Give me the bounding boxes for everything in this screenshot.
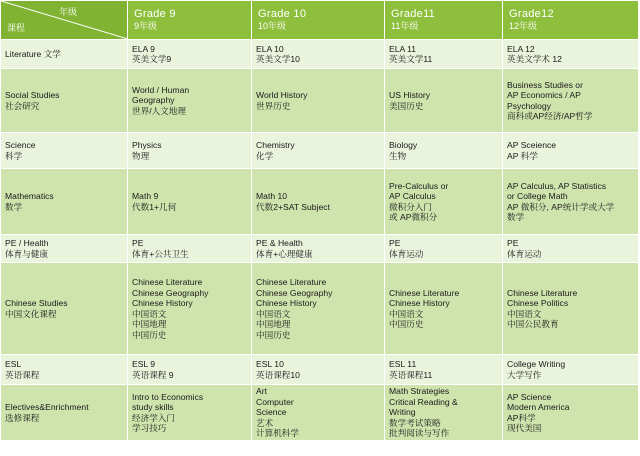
- course-cell: [252, 69, 385, 133]
- course-line: Math 10: [256, 191, 288, 201]
- course-line: 英美文学术 12: [507, 54, 562, 64]
- course-line: Critical Reading &: [389, 396, 458, 407]
- course-cell: [503, 69, 639, 133]
- course-line: ESL 10: [256, 359, 284, 369]
- subject-cell: [1, 69, 128, 133]
- course-line: 数学考试策略: [389, 417, 441, 428]
- course-line: ELA 9: [132, 43, 155, 54]
- grade-name-en: Grade 9: [134, 8, 176, 20]
- course-line: World History: [256, 90, 308, 100]
- grade-name-en: Grade 10: [258, 8, 307, 20]
- course-cell: [128, 235, 252, 263]
- course-cell: [503, 40, 639, 69]
- subject-label: 英语课程: [5, 369, 40, 380]
- subject-label: 科学: [5, 150, 23, 161]
- course-line: Chinese Literature: [132, 277, 203, 287]
- course-line: Chinese Literature: [389, 287, 460, 298]
- course-cell: [503, 133, 639, 169]
- course-line: 大学写作: [507, 369, 542, 380]
- subject-cell: [1, 385, 128, 441]
- course-line: 中国语文: [256, 308, 291, 319]
- course-line: 商科或AP经济/AP哲学: [507, 111, 593, 121]
- table-row: [1, 69, 639, 133]
- course-line: 世界/人文地理: [132, 105, 186, 116]
- course-line: Chinese Geography: [256, 287, 333, 298]
- course-line: Chinese Geography: [132, 287, 209, 298]
- table-row: [1, 40, 639, 69]
- subject-cell: [1, 235, 128, 263]
- course-cell: [385, 385, 503, 441]
- table-row: [1, 355, 639, 385]
- course-line: 体育运动: [389, 248, 424, 259]
- course-cell: [128, 385, 252, 441]
- course-line: PE & Health: [256, 238, 303, 248]
- course-cell: [503, 263, 639, 355]
- course-cell: [503, 235, 639, 263]
- course-line: 中国公民教育: [507, 319, 559, 329]
- course-line: AP 微积分, AP统计学或大学: [507, 201, 615, 212]
- subject-label: Science: [5, 140, 36, 150]
- header-grade-11: [385, 1, 503, 40]
- course-cell: [385, 133, 503, 169]
- subject-label: Social Studies: [5, 90, 60, 100]
- subject-cell: [1, 355, 128, 385]
- course-line: 中国语文: [389, 308, 424, 319]
- subject-label: Chinese Studies: [5, 298, 68, 308]
- course-cell: [128, 133, 252, 169]
- course-line: PE: [389, 238, 401, 248]
- course-line: Pre-Calculus or: [389, 180, 449, 191]
- course-line: 英美文学11: [389, 54, 433, 64]
- course-line: study skills: [132, 402, 174, 412]
- course-line: AP 科学: [507, 150, 538, 161]
- header-grade-10: [252, 1, 385, 40]
- course-line: 英美文学10: [256, 54, 300, 64]
- course-line: US History: [389, 90, 431, 100]
- subject-label: ESL: [5, 359, 22, 369]
- course-cell: [385, 235, 503, 263]
- course-line: 英美文学9: [132, 54, 172, 64]
- course-line: Business Studies or: [507, 79, 583, 90]
- table-row: [1, 385, 639, 441]
- table-row: [1, 235, 639, 263]
- grade-name-en: Grade11: [391, 8, 436, 20]
- subject-label: 选修课程: [5, 412, 40, 423]
- course-line: 中国历史: [132, 329, 167, 340]
- table-row: [1, 169, 639, 235]
- course-line: 英语课程10: [256, 369, 300, 380]
- course-line: 中国语文: [507, 308, 542, 319]
- course-line: 体育运动: [507, 248, 542, 259]
- course-line: 中国历史: [389, 319, 424, 329]
- course-line: 代数1+几何: [132, 201, 177, 212]
- course-line: Psychology: [507, 100, 551, 111]
- course-line: 体育+公共卫生: [132, 248, 189, 259]
- course-line: 中国历史: [256, 329, 291, 340]
- course-line: 微积分入门: [389, 201, 432, 212]
- course-cell: [385, 355, 503, 385]
- course-axis-label: 课程: [7, 23, 26, 33]
- course-cell: [252, 235, 385, 263]
- course-cell: [385, 263, 503, 355]
- subject-label: PE / Health: [5, 238, 49, 248]
- course-line: Math Strategies: [389, 386, 450, 397]
- course-line: 物理: [132, 150, 150, 161]
- course-cell: [503, 355, 639, 385]
- course-cell: [252, 169, 385, 235]
- course-line: 生物: [389, 150, 407, 161]
- course-line: 批判阅读与写作: [389, 428, 450, 439]
- course-line: Modern America: [507, 402, 570, 412]
- subject-label: 数学: [5, 201, 23, 212]
- grade-name-en: Grade12: [509, 8, 554, 20]
- subject-cell: [1, 133, 128, 169]
- course-line: Chemistry: [256, 140, 295, 150]
- course-line: Geography: [132, 95, 175, 106]
- course-cell: [252, 40, 385, 69]
- course-line: AP Calculus, AP Statistics: [507, 180, 607, 191]
- course-line: Chinese History: [132, 298, 193, 308]
- course-line: ESL 9: [132, 359, 156, 369]
- course-line: 英语课程 9: [132, 369, 174, 380]
- header-grade-9: [128, 1, 252, 40]
- course-line: or College Math: [507, 191, 568, 201]
- course-cell: [252, 133, 385, 169]
- table-row: [1, 133, 639, 169]
- course-cell: [385, 69, 503, 133]
- course-line: ELA 12: [507, 43, 535, 54]
- course-cell: [252, 385, 385, 441]
- course-line: Chinese History: [389, 298, 450, 308]
- course-line: AP Economics / AP: [507, 90, 581, 100]
- course-cell: [252, 263, 385, 355]
- course-line: 英语课程11: [389, 369, 433, 380]
- course-line: 体育+心理健康: [256, 248, 313, 259]
- course-line: 计算机科学: [256, 428, 299, 439]
- subject-label: 体育与健康: [5, 248, 48, 259]
- course-line: AP科学: [507, 412, 536, 423]
- course-line: Art: [256, 386, 267, 397]
- course-line: 中国语文: [132, 308, 167, 319]
- course-cell: [503, 169, 639, 235]
- course-line: Intro to Economics: [132, 391, 204, 402]
- course-cell: [128, 169, 252, 235]
- course-line: AP Calculus: [389, 191, 436, 201]
- course-line: World / Human: [132, 84, 190, 95]
- course-line: ELA 10: [256, 43, 284, 54]
- subject-label: Electives&Enrichment: [5, 402, 89, 412]
- course-line: 现代美国: [507, 423, 542, 433]
- grade-name-cn: 12年级: [509, 21, 538, 31]
- course-line: 学习技巧: [132, 423, 167, 433]
- grade-name-cn: 9年级: [134, 21, 158, 31]
- course-line: 数学: [507, 212, 525, 222]
- course-line: Math 9: [132, 191, 159, 201]
- course-line: 化学: [256, 150, 274, 161]
- subject-cell: [1, 263, 128, 355]
- course-line: Physics: [132, 140, 162, 150]
- course-line: 世界历史: [256, 100, 291, 111]
- course-line: 美国历史: [389, 100, 424, 111]
- course-line: Chinese Literature: [507, 287, 578, 298]
- course-line: Biology: [389, 140, 418, 150]
- course-line: Writing: [389, 407, 416, 418]
- course-line: PE: [132, 238, 144, 248]
- course-line: Chinese Literature: [256, 277, 327, 287]
- course-line: College Writing: [507, 359, 566, 369]
- header-grade-12: [503, 1, 639, 40]
- course-line: 中国地理: [256, 319, 291, 329]
- course-line: Chinese History: [256, 298, 317, 308]
- corner-header-cell: [1, 1, 128, 40]
- course-line: 代数2+SAT Subject: [256, 201, 330, 212]
- course-line: 或 AP微积分: [389, 212, 438, 222]
- course-line: 经济学入门: [132, 412, 175, 423]
- course-line: 艺术: [256, 417, 274, 428]
- grade-name-cn: 11年级: [391, 21, 419, 31]
- course-cell: [128, 263, 252, 355]
- table-header: [1, 1, 639, 40]
- course-line: PE: [507, 238, 519, 248]
- course-line: ELA 11: [389, 43, 417, 54]
- course-line: Chinese Politics: [507, 298, 569, 308]
- course-cell: [503, 385, 639, 441]
- subject-label: Mathematics: [5, 191, 54, 201]
- table-row: [1, 263, 639, 355]
- grade-axis-label: 年级: [59, 7, 78, 17]
- course-cell: [128, 69, 252, 133]
- course-line: AP Sceience: [507, 140, 557, 150]
- subject-label: 社会研究: [5, 100, 40, 111]
- subject-cell: [1, 169, 128, 235]
- course-cell: [385, 40, 503, 69]
- subject-label: 中国文化课程: [5, 308, 57, 319]
- subject-cell: [1, 40, 128, 69]
- course-line: AP Science: [507, 391, 552, 402]
- course-cell: [385, 169, 503, 235]
- course-line: Computer: [256, 396, 294, 407]
- course-cell: [128, 355, 252, 385]
- course-cell: [252, 355, 385, 385]
- table-body: [1, 40, 639, 441]
- grade-name-cn: 10年级: [258, 21, 287, 31]
- subject-label: Literature 文学: [5, 48, 61, 59]
- course-line: Science: [256, 407, 287, 418]
- course-line: ESL 11: [389, 359, 417, 369]
- course-line: 中国地理: [132, 319, 167, 329]
- course-cell: [128, 40, 252, 69]
